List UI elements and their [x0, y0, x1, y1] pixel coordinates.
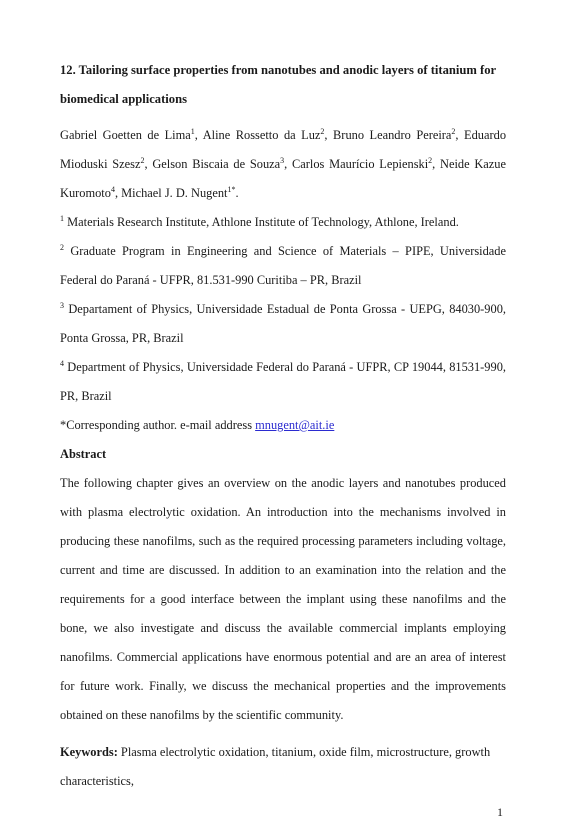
- author: Neide Kazue Kuromoto$^4$,: [60, 157, 506, 200]
- author-list: [60, 121, 506, 208]
- author: Michael J. D. Nugent$^{1*}$.: [121, 184, 239, 200]
- keywords-text: Plasma electrolytic oxidation, titanium, oxide film, microstructure, growth characteristics,: [60, 745, 491, 788]
- affiliation: $^4$ Department of Physics, Universidade Federal do Paraná - UFPR, CP 19044, 81531-990, PR, Brazil: [60, 358, 506, 403]
- author: Aline Rossetto da Luz$^2$,: [202, 126, 334, 142]
- paper-title: 12. Tailoring surface properties from nanotubes and anodic layers of titanium for biomedical applications: [60, 63, 496, 106]
- corresponding-author: *Corresponding author. e-mail address mnugent@ait.ie: [60, 418, 335, 432]
- author: Gabriel Goetten de Lima$^1$,: [60, 126, 203, 142]
- abstract-text: The following chapter gives an overview on the anodic layers and nanotubes produced with plasma electrolytic oxidation. An introduction into the mechanisms involved in producing these nanofilms, such as the required processing parameters including voltage, current and time are discussed. In addition to an examination into the relation and the requirements for a good interface between the implant using these nanofilms and the bone, we also investigate and discuss the available commercial implants employing nanofilms. Commercial applications have enormous potential and are an area of interest for future work. Finally, we discuss the mechanical properties and the improvements obtained on these nanofilms by the scientific community.: [60, 476, 506, 722]
- keywords-label: Keywords:: [60, 745, 118, 759]
- page-number: 1: [497, 805, 503, 819]
- author: Bruno Leandro Pereira$^2$,: [333, 126, 465, 142]
- keywords: [60, 738, 506, 796]
- email-link[interactable]: mnugent@ait.ie: [255, 418, 335, 432]
- affiliation: $^1$ Materials Research Institute, Athlone Institute of Technology, Athlone, Ireland.: [60, 213, 459, 229]
- abstract-heading: Abstract: [60, 447, 107, 461]
- author: Gelson Biscaia de Souza$^3$,: [152, 155, 293, 171]
- author: Eduardo Mioduski Szesz$^2$,: [60, 128, 507, 171]
- affiliation: $^2$ Graduate Program in Engineering and Science of Materials – PIPE, Universidade Federal do Paraná - UFPR, 81.531-990 Curitiba – PR, Brazil: [60, 242, 506, 287]
- author: Carlos Maurício Lepienski$^2$,: [292, 155, 441, 171]
- affiliation: $^3$ Departament of Physics, Universidade Estadual de Ponta Grossa - UEPG, 84030-900, Ponta Grossa, PR, Brazil: [60, 300, 506, 345]
